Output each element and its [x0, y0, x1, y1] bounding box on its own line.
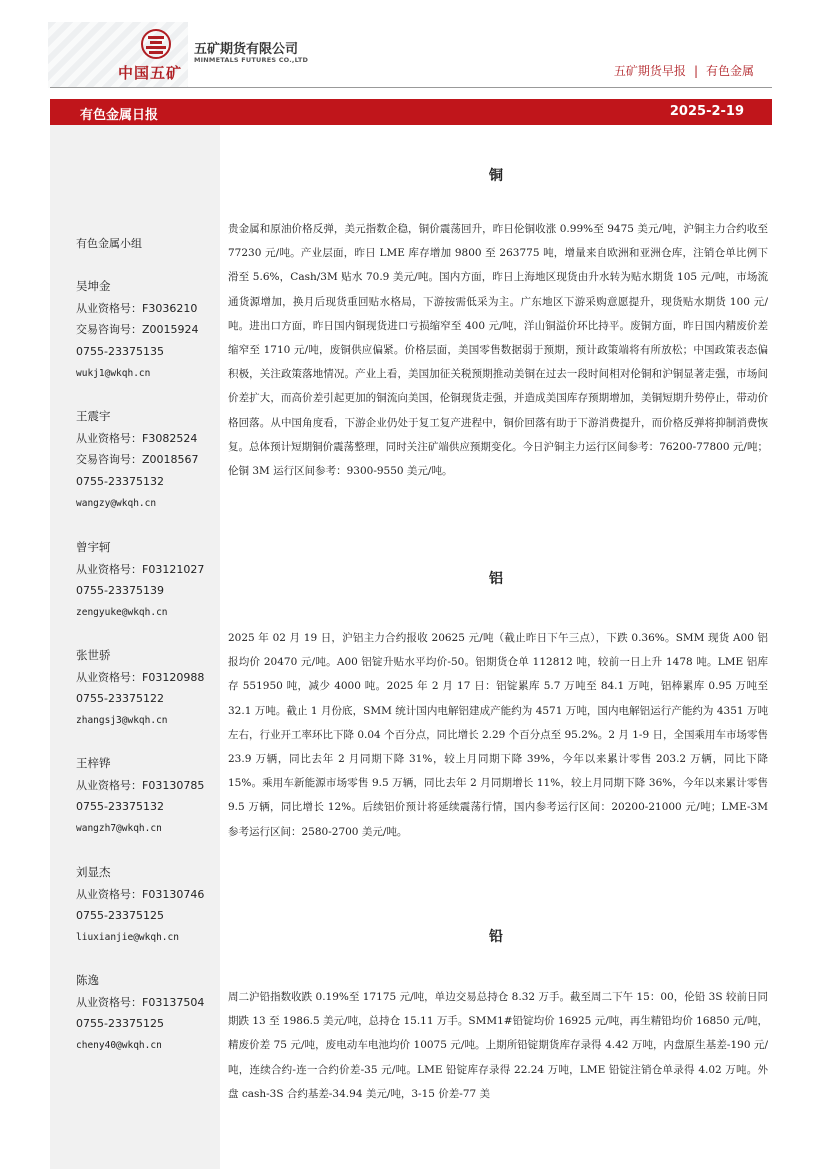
- analyst-phone: 0755-23375125: [76, 1017, 164, 1031]
- company-name-cn: 五矿期货有限公司: [194, 42, 299, 57]
- analyst-qualification: 从业资格号：F03130746: [76, 887, 205, 901]
- analyst-card: [76, 537, 204, 624]
- analyst-phone: 0755-23375135: [76, 345, 164, 359]
- analyst-card: [76, 276, 199, 385]
- analyst-phone: 0755-23375132: [76, 800, 164, 814]
- analyst-qualification: 从业资格号：F03121027: [76, 562, 205, 576]
- team-title: 有色金属小组: [76, 237, 142, 250]
- section-body-aluminum: 2025 年 02 月 19 日，沪铝主力合约报收 20625 元/吨（截止昨日下午三点），下跌 0.36%。SMM 现货 A00 铝报均价 20470 元/吨。A00 铝锭升贴水平均价-50。铝期货仓单 112812 吨，较前一日上升 1478 吨。LME 铝库存 551950 吨，减少 4000 吨。2025 年 2 月 17 日：铝锭累库 5.7 万吨至 84.1 万吨，铝棒累库 0.95 万吨至 32.1 万吨。截止 1 月份底，SMM 统计国内电解铝建成产能约为 4571 万吨，国内电解铝运行产能约为 4351 万吨左右，行业开工率环比下降 0.04 个百分点，同比增长 2.29 个百分点至 95.2%。2 月 1-9 日，全国乘用车市场零售 23.9 万辆，同比去年 2 月同期下降 31%，较上月同期下降 39%，今年以来累计零售 203.2 万辆，同比下降 15%。乘用车新能源市场零售 9.5 万辆，同比去年 2 月同期增长 11%，较上月同期下降 36%，今年以来累计零售 9.5 万辆，同比增长 12%。后续铝价预计将延续震荡行情，国内参考运行区间：20200-21000 元/吨；LME-3M 参考运行区间：2580-2700 美元/吨。: [228, 632, 768, 838]
- analyst-email: liuxianjie@wkqh.cn: [76, 932, 179, 944]
- page-header: [48, 22, 772, 92]
- analyst-qualification: 从业资格号：F03130785: [76, 778, 205, 792]
- minmetals-logo-icon: [138, 28, 174, 62]
- report-type: 五矿期货早报: [613, 64, 686, 78]
- analyst-consult-id: 交易咨询号：Z0018567: [76, 453, 199, 467]
- section-title-copper: 铜: [489, 168, 503, 184]
- report-title: 有色金属日报: [80, 108, 159, 123]
- analyst-phone: 0755-23375125: [76, 909, 164, 923]
- section-title-lead: 铅: [489, 929, 503, 945]
- analyst-card: [76, 970, 204, 1057]
- analyst-name: 陈逸: [76, 973, 99, 987]
- analyst-email: cheny40@wkqh.cn: [76, 1040, 162, 1052]
- report-category: 有色金属: [705, 64, 754, 78]
- analyst-email: wukj1@wkqh.cn: [76, 367, 151, 379]
- analyst-card: [76, 406, 199, 515]
- analyst-email: zhangsj3@wkqh.cn: [76, 715, 168, 727]
- analyst-qualification: 从业资格号：F03137504: [76, 995, 205, 1009]
- section-body-lead: 周二沪铅指数收跌 0.19%至 17175 元/吨，单边交易总持仓 8.32 万手。截至周二下午 15：00，伦铅 3S 较前日同期跌 13 至 1986.5 美元/吨，总持仓 15.11 万手。SMM1#铅锭均价 16925 元/吨，再生精铅均价 16850 元/吨，精废价差 75 元/吨，废电动车电池均价 10075 元/吨。上期所铅锭期货库存录得 4.42 万吨，内盘原生基差-190 元/吨，连续合约-连一合约价差-35 元/吨。LME 铅锭库存录得 22.24 万吨，LME 铅锭注销仓单录得 4.02 万吨。外盘 cash-3S 合约基差-34.94 美元/吨，3-15 价差-77 美: [228, 991, 768, 1100]
- analyst-consult-id: 交易咨询号：Z0015924: [76, 323, 199, 337]
- analyst-name: 刘显杰: [76, 865, 111, 879]
- analyst-name: 王震宇: [76, 409, 111, 423]
- analyst-phone: 0755-23375132: [76, 475, 164, 489]
- logo-text: 中国五矿: [118, 64, 183, 82]
- analyst-email: zengyuke@wkqh.cn: [76, 607, 168, 619]
- analyst-phone: 0755-23375139: [76, 584, 164, 598]
- analyst-name: 吴坤金: [76, 279, 111, 293]
- report-date: 2025-2-19: [669, 104, 744, 119]
- section-body-copper: 贵金属和原油价格反弹，美元指数企稳，铜价震荡回升，昨日伦铜收涨 0.99%至 9475 美元/吨，沪铜主力合约收至 77230 元/吨。产业层面，昨日 LME 库存增加 9800 至 263775 吨，增量来自欧洲和亚洲仓库，注销仓单比例下滑至 5.6%，Cash/3M 贴水 70.9 美元/吨。国内方面，昨日上海地区现货由升水转为贴水期货 105 元/吨，市场流通货源增加，换月后现货重回贴水格局，下游按需低采为主。广东地区下游采购意愿提升，现货贴水期货 100 元/吨。进出口方面，昨日国内铜现货进口亏损缩窄至 400 元/吨，洋山铜溢价环比持平。废铜方面，昨日国内精废价差缩窄至 1710 元/吨，废铜供应偏紧。价格层面，美国零售数据弱于预期，预计政策端将有所放松；中国政策表态偏积极，关注政策落地情况。产业上看，美国加征关税预期推动美铜在过去一段时间相对伦铜和沪铜显著走强，市场间价差扩大，而高价差引起更加的铜流向美国，伦铜现货走强，并造成美国库存预期增加，美铜短期升势停止，带动价格回落。从中国角度看，下游企业仍处于复工复产进程中，铜价回落有助于下游消费提升，而价格反弹将抑制消费恢复。总体预计短期铜价震荡整理，同时关注矿端供应预期变化。今日沪铜主力运行区间参考：76200-77800 元/吨；伦铜 3M 运行区间参考：9300-9550 美元/吨。: [228, 223, 768, 478]
- analyst-qualification: 从业资格号：F03120988: [76, 670, 205, 684]
- report-title-bar: [50, 99, 772, 125]
- analyst-phone: 0755-23375122: [76, 692, 164, 706]
- analyst-qualification: 从业资格号：F3036210: [76, 301, 198, 315]
- analyst-email: wangzy@wkqh.cn: [76, 497, 157, 509]
- header-divider: [50, 87, 772, 88]
- analyst-sidebar: [50, 125, 220, 1169]
- analyst-name: 王梓铧: [76, 756, 111, 770]
- report-label: [614, 62, 754, 79]
- header-separator: |: [693, 64, 698, 78]
- analyst-qualification: 从业资格号：F3082524: [76, 431, 198, 445]
- analyst-name: 曾宇轲: [76, 540, 111, 554]
- analyst-email: wangzh7@wkqh.cn: [76, 823, 162, 835]
- analyst-card: [76, 645, 204, 732]
- analyst-card: [76, 862, 204, 949]
- company-name-en: MINMETALS FUTURES CO.,LTD: [194, 56, 309, 64]
- section-title-aluminum: 铝: [489, 571, 503, 587]
- analyst-card: [76, 753, 204, 840]
- analyst-name: 张世骄: [76, 648, 111, 662]
